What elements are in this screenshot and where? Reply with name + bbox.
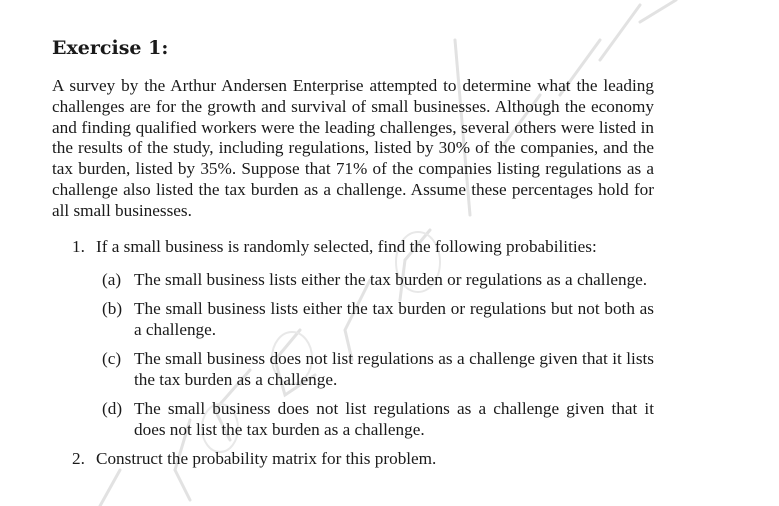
question-number: 2.: [72, 448, 85, 468]
subpart-a: [96, 269, 654, 290]
subpart-d: [96, 398, 654, 440]
exercise-title: Exercise 1:: [52, 37, 169, 59]
subpart-b: [96, 298, 654, 340]
question-1: [52, 236, 654, 440]
subpart-letter: (d): [102, 398, 123, 418]
subpart-list: [96, 269, 654, 440]
exercise-intro-paragraph: A survey by the Arthur Andersen Enterprise attempted to determine what the leading challenges are for the growth and survival of small businesses. Although the economy and finding qualified workers were the leading challenges, several others were listed in the results of the study, including regulations, listed by 30% of the companies, and the tax burden, listed by 35%. Suppose that 71% of the companies listing regulations as a challenge also listed the tax burden as a challenge. Assume these percentages hold for all small businesses.: [52, 76, 654, 220]
question-list: [52, 236, 654, 469]
subpart-text: The small business lists either the tax burden or regulations as a challenge.: [134, 269, 648, 289]
subpart-c: [96, 348, 654, 390]
question-text: Construct the probability matrix for this problem.: [96, 448, 437, 468]
subpart-text: The small business lists either the tax burden or regulations but not both as a challenge.: [134, 298, 654, 339]
subpart-letter: (b): [102, 298, 123, 318]
question-2: [52, 448, 654, 469]
subpart-text: The small business does not list regulations as a challenge given that it lists the tax burden as a challenge.: [134, 348, 654, 389]
question-number: 1.: [72, 236, 85, 256]
subpart-text: The small business does not list regulations as a challenge given that it does not list the tax burden as a challenge.: [134, 398, 654, 439]
question-text: If a small business is randomly selected, find the following probabilities:: [96, 236, 597, 256]
subpart-letter: (c): [102, 348, 122, 368]
subpart-letter: (a): [102, 269, 122, 289]
exercise-document: [52, 36, 654, 469]
